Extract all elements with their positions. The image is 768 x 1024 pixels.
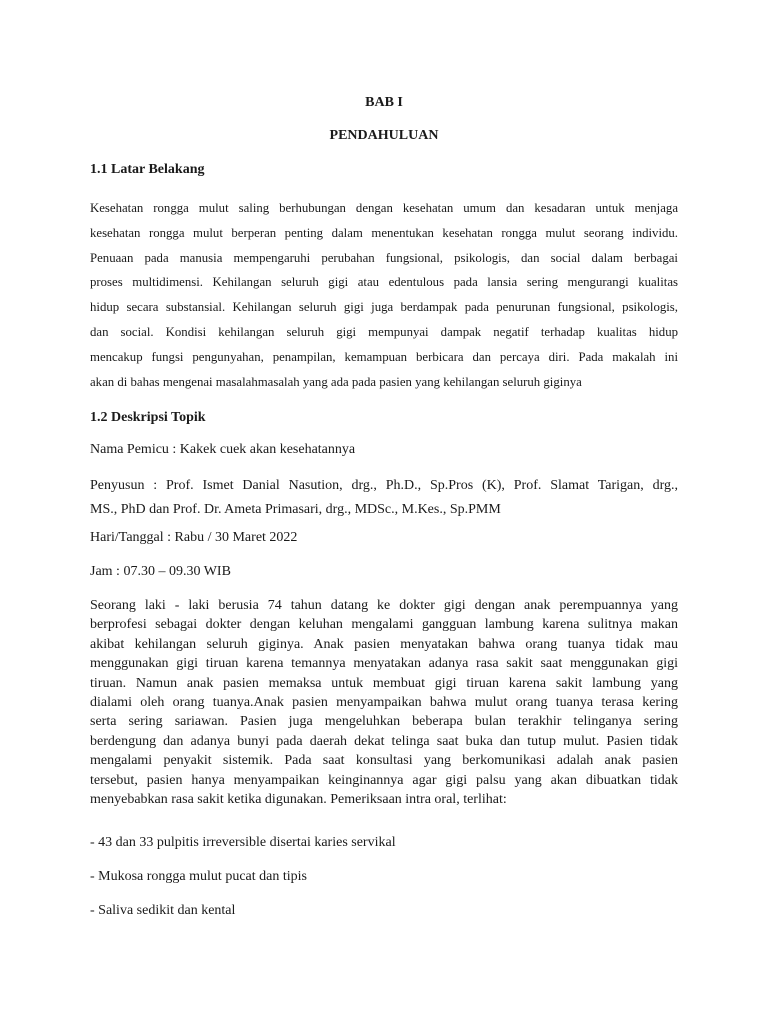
text-line: Kesehatan rongga mulut saling berhubungan dengan kesehatan umum dan kesadaran untuk menjaga [90, 201, 678, 215]
text-line: Penyusun : Prof. Ismet Danial Nasution, drg., Ph.D., Sp.Pros (K), Prof. Slamat Tarigan, drg., [90, 478, 678, 493]
text-line: mengalami penyakit sistemik. Pada saat konsultasi yang berkomunikasi adalah anak pasien [90, 753, 678, 769]
text-line: tersebut, pasien hanya menyampaikan keinginannya agar gigi palsu yang akan dibuatkan tidak [90, 772, 678, 788]
hari-tanggal: Hari/Tanggal : Rabu / 30 Maret 2022 [90, 530, 298, 545]
nama-pemicu: Nama Pemicu : Kakek cuek akan kesehatannya [90, 442, 356, 457]
text-line: hidup secara substansial. Kehilangan seluruh gigi juga berdampak pada penurunan fungsional, psikologis, [90, 300, 678, 315]
text-line: menggunakan gigi tiruan karena temannya menyatakan adanya rasa sakit saat menggunakan gigi [90, 656, 678, 672]
jam: Jam : 07.30 – 09.30 WIB [90, 564, 231, 579]
text-line: kesehatan rongga mulut berperan penting dalam menentukan kesehatan rongga mulut seorang individu. [90, 225, 678, 240]
finding-item: - 43 dan 33 pulpitis irreversible disertai karies servikal [90, 835, 396, 850]
chapter-label: BAB I [365, 95, 403, 110]
text-line: proses multidimensi. Kehilangan seluruh gigi atau edentulous pada lansia sering mengurangi kualitas [90, 275, 678, 290]
text-line: mencakup fungsi pengunyahan, penampilan, kemampuan berbicara dan percaya diri. Pada makalah ini [90, 349, 678, 364]
text-line: menyebabkan rasa sakit ketika digunakan. Pemeriksaan intra oral, terlihat: [90, 792, 507, 808]
chapter-title: PENDAHULUAN [329, 128, 439, 143]
case-description [90, 596, 678, 809]
section-heading-latar-belakang: 1.1 Latar Belakang [90, 162, 205, 177]
text-line: serta sering sariawan. Pasien juga mengeluhkan beberapa bulan terakhir telinganya sering [90, 714, 678, 730]
finding-item: - Mukosa rongga mulut pucat dan tipis [90, 869, 307, 884]
section-heading-deskripsi-topik: 1.2 Deskripsi Topik [90, 410, 206, 425]
penyusun [90, 474, 678, 522]
text-line: berdengung dan adanya bunyi pada daerah dekat telinga saat buka dan tutup mulut. Pasien tidak [90, 733, 678, 749]
text-line: berprofesi sebagai dokter dengan keluhan mengalami gangguan lambung karena sulitnya makan [90, 617, 678, 633]
text-line: tiruan. Namun anak pasien memaksa untuk membuat gigi tiruan karena sakit lambung yang [90, 675, 678, 691]
text-line: akibat kehilangan seluruh giginya. Anak pasien menyatakan bahwa orang tuanya tidak mau [90, 636, 678, 652]
text-line: akan di bahas mengenai masalahmasalah yang ada pada pasien yang kehilangan seluruh giginya [90, 374, 582, 389]
text-line: MS., PhD dan Prof. Dr. Ameta Primasari, drg., MDSc., M.Kes., Sp.PMM [90, 502, 501, 517]
finding-item: - Saliva sedikit dan kental [90, 903, 236, 918]
paragraph-latar-belakang [90, 196, 678, 394]
text-line: Penuaan pada manusia mempengaruhi perubahan fungsional, psikologis, dan social dalam berbagai [90, 250, 678, 265]
text-line: Seorang laki - laki berusia 74 tahun datang ke dokter gigi dengan anak perempuannya yang [90, 598, 678, 613]
text-line: dialami oleh orang tuanya.Anak pasien menyampaikan bahwa mulut orang tuanya terasa kering [90, 695, 678, 711]
text-line: dan social. Kondisi kehilangan seluruh gigi mempunyai dampak negatif terhadap kualitas hidup [90, 324, 678, 339]
